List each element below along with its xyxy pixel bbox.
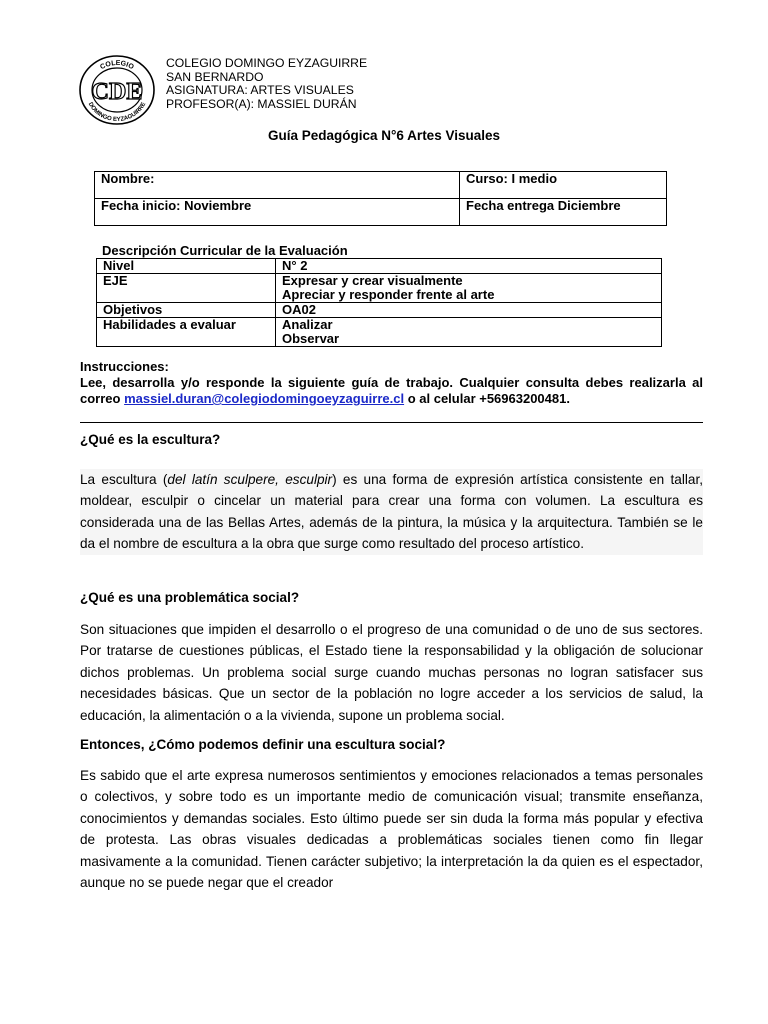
course-label: Curso: I medio bbox=[466, 171, 558, 186]
table-row bbox=[97, 303, 662, 318]
due-date-cell bbox=[460, 199, 667, 226]
student-info-table bbox=[94, 171, 667, 226]
instructions-block bbox=[80, 359, 703, 407]
teacher-line: PROFESOR(A): MASSIEL DURÁN bbox=[166, 97, 357, 111]
email-link[interactable]: massiel.duran@colegiodomingoeyzaguirre.cl bbox=[124, 391, 405, 406]
instructions-text: Lee, desarrolla y/o responde la siguiente guía de trabajo. Cualquier consulta debes realizarla al correo bbox=[80, 375, 703, 406]
name-label: Nombre: bbox=[101, 171, 155, 186]
row-label: EJE bbox=[97, 274, 276, 303]
table-row bbox=[97, 318, 662, 347]
logo-bottom-text: DOMINGO EYZAGUIRRE bbox=[86, 101, 148, 124]
row-label: Habilidades a evaluar bbox=[97, 318, 276, 347]
page-title: Guía Pedagógica N°6 Artes Visuales bbox=[268, 128, 500, 143]
school-city: SAN BERNARDO bbox=[166, 70, 264, 84]
row-label: Objetivos bbox=[97, 303, 276, 318]
section-heading-social-sculpture: Entonces, ¿Cómo podemos definir una escultura social? bbox=[80, 737, 446, 752]
row-value: N° 2 bbox=[276, 259, 662, 274]
name-cell bbox=[95, 172, 460, 199]
school-logo bbox=[78, 54, 156, 126]
instructions-label: Instrucciones: bbox=[80, 359, 169, 374]
divider bbox=[80, 422, 703, 423]
school-name: COLEGIO DOMINGO EYZAGUIRRE bbox=[166, 56, 368, 70]
logo-top-text: COLEGIO bbox=[99, 59, 135, 72]
row-value: OA02 bbox=[276, 303, 662, 318]
paragraph-sculpture: La escultura (del latín sculpere, esculpir) es una forma de expresión artística consistente en tallar, moldear, esculpir o cincelar un material para crear una forma con volumen. La escultura es considerada una de las Bellas Artes, además de la pintura, la música y la arquitectura. También se le da el nombre de escultura a la obra que surge como resultado del proceso artístico. bbox=[80, 469, 703, 555]
course-cell bbox=[460, 172, 667, 199]
table-row bbox=[97, 259, 662, 274]
instructions-phone: o al celular +56963200481. bbox=[407, 391, 570, 406]
paragraph-social-sculpture: Es sabido que el arte expresa numerosos sentimientos y emociones relacionados a temas personales o colectivos, y sobre todo es un importante medio de comunicación visual; transmite enseñanza, conocimientos y demandas sociales. Esto último puede ser sin duda la forma más popular y efectiva de protesta. Las obras visuales dedicadas a problemáticas sociales tienen como fin llegar masivamente a la comunidad. Tienen carácter subjetivo; la interpretación la da quien es el espectador, aunque no se puede negar que el creador bbox=[80, 768, 703, 891]
row-value: Expresar y crear visualmente Apreciar y responder frente al arte bbox=[276, 274, 662, 303]
row-value: Analizar Observar bbox=[276, 318, 662, 347]
curriculum-table bbox=[96, 258, 662, 347]
curriculum-heading: Descripción Curricular de la Evaluación bbox=[102, 243, 348, 258]
table-row bbox=[97, 274, 662, 303]
section-heading-sculpture: ¿Qué es la escultura? bbox=[80, 432, 221, 447]
start-date-cell bbox=[95, 199, 460, 226]
start-date-label: Fecha inicio: Noviembre bbox=[101, 198, 252, 213]
paragraph-social-problem: Son situaciones que impiden el desarrollo o el progreso de una comunidad o de uno de sus sectores. Por tratarse de cuestiones públicas, el Estado tiene la responsabilidad y la obligación de solucionar dichos problemas. Un problema social surge cuando muchas personas no logran satisfacer sus necesidades básicas. Que un sector de la población no logre acceder a los servicios de salud, la educación, la alimentación o a la vivienda, supone un problema social. bbox=[80, 622, 703, 723]
row-label: Nivel bbox=[97, 259, 276, 274]
logo-letters: CDE bbox=[91, 79, 143, 105]
subject-line: ASIGNATURA: ARTES VISUALES bbox=[166, 83, 354, 97]
due-date-label: Fecha entrega Diciembre bbox=[466, 198, 621, 213]
section-heading-social-problem: ¿Qué es una problemática social? bbox=[80, 590, 300, 605]
svg-text:COLEGIO bbox=[99, 60, 135, 71]
